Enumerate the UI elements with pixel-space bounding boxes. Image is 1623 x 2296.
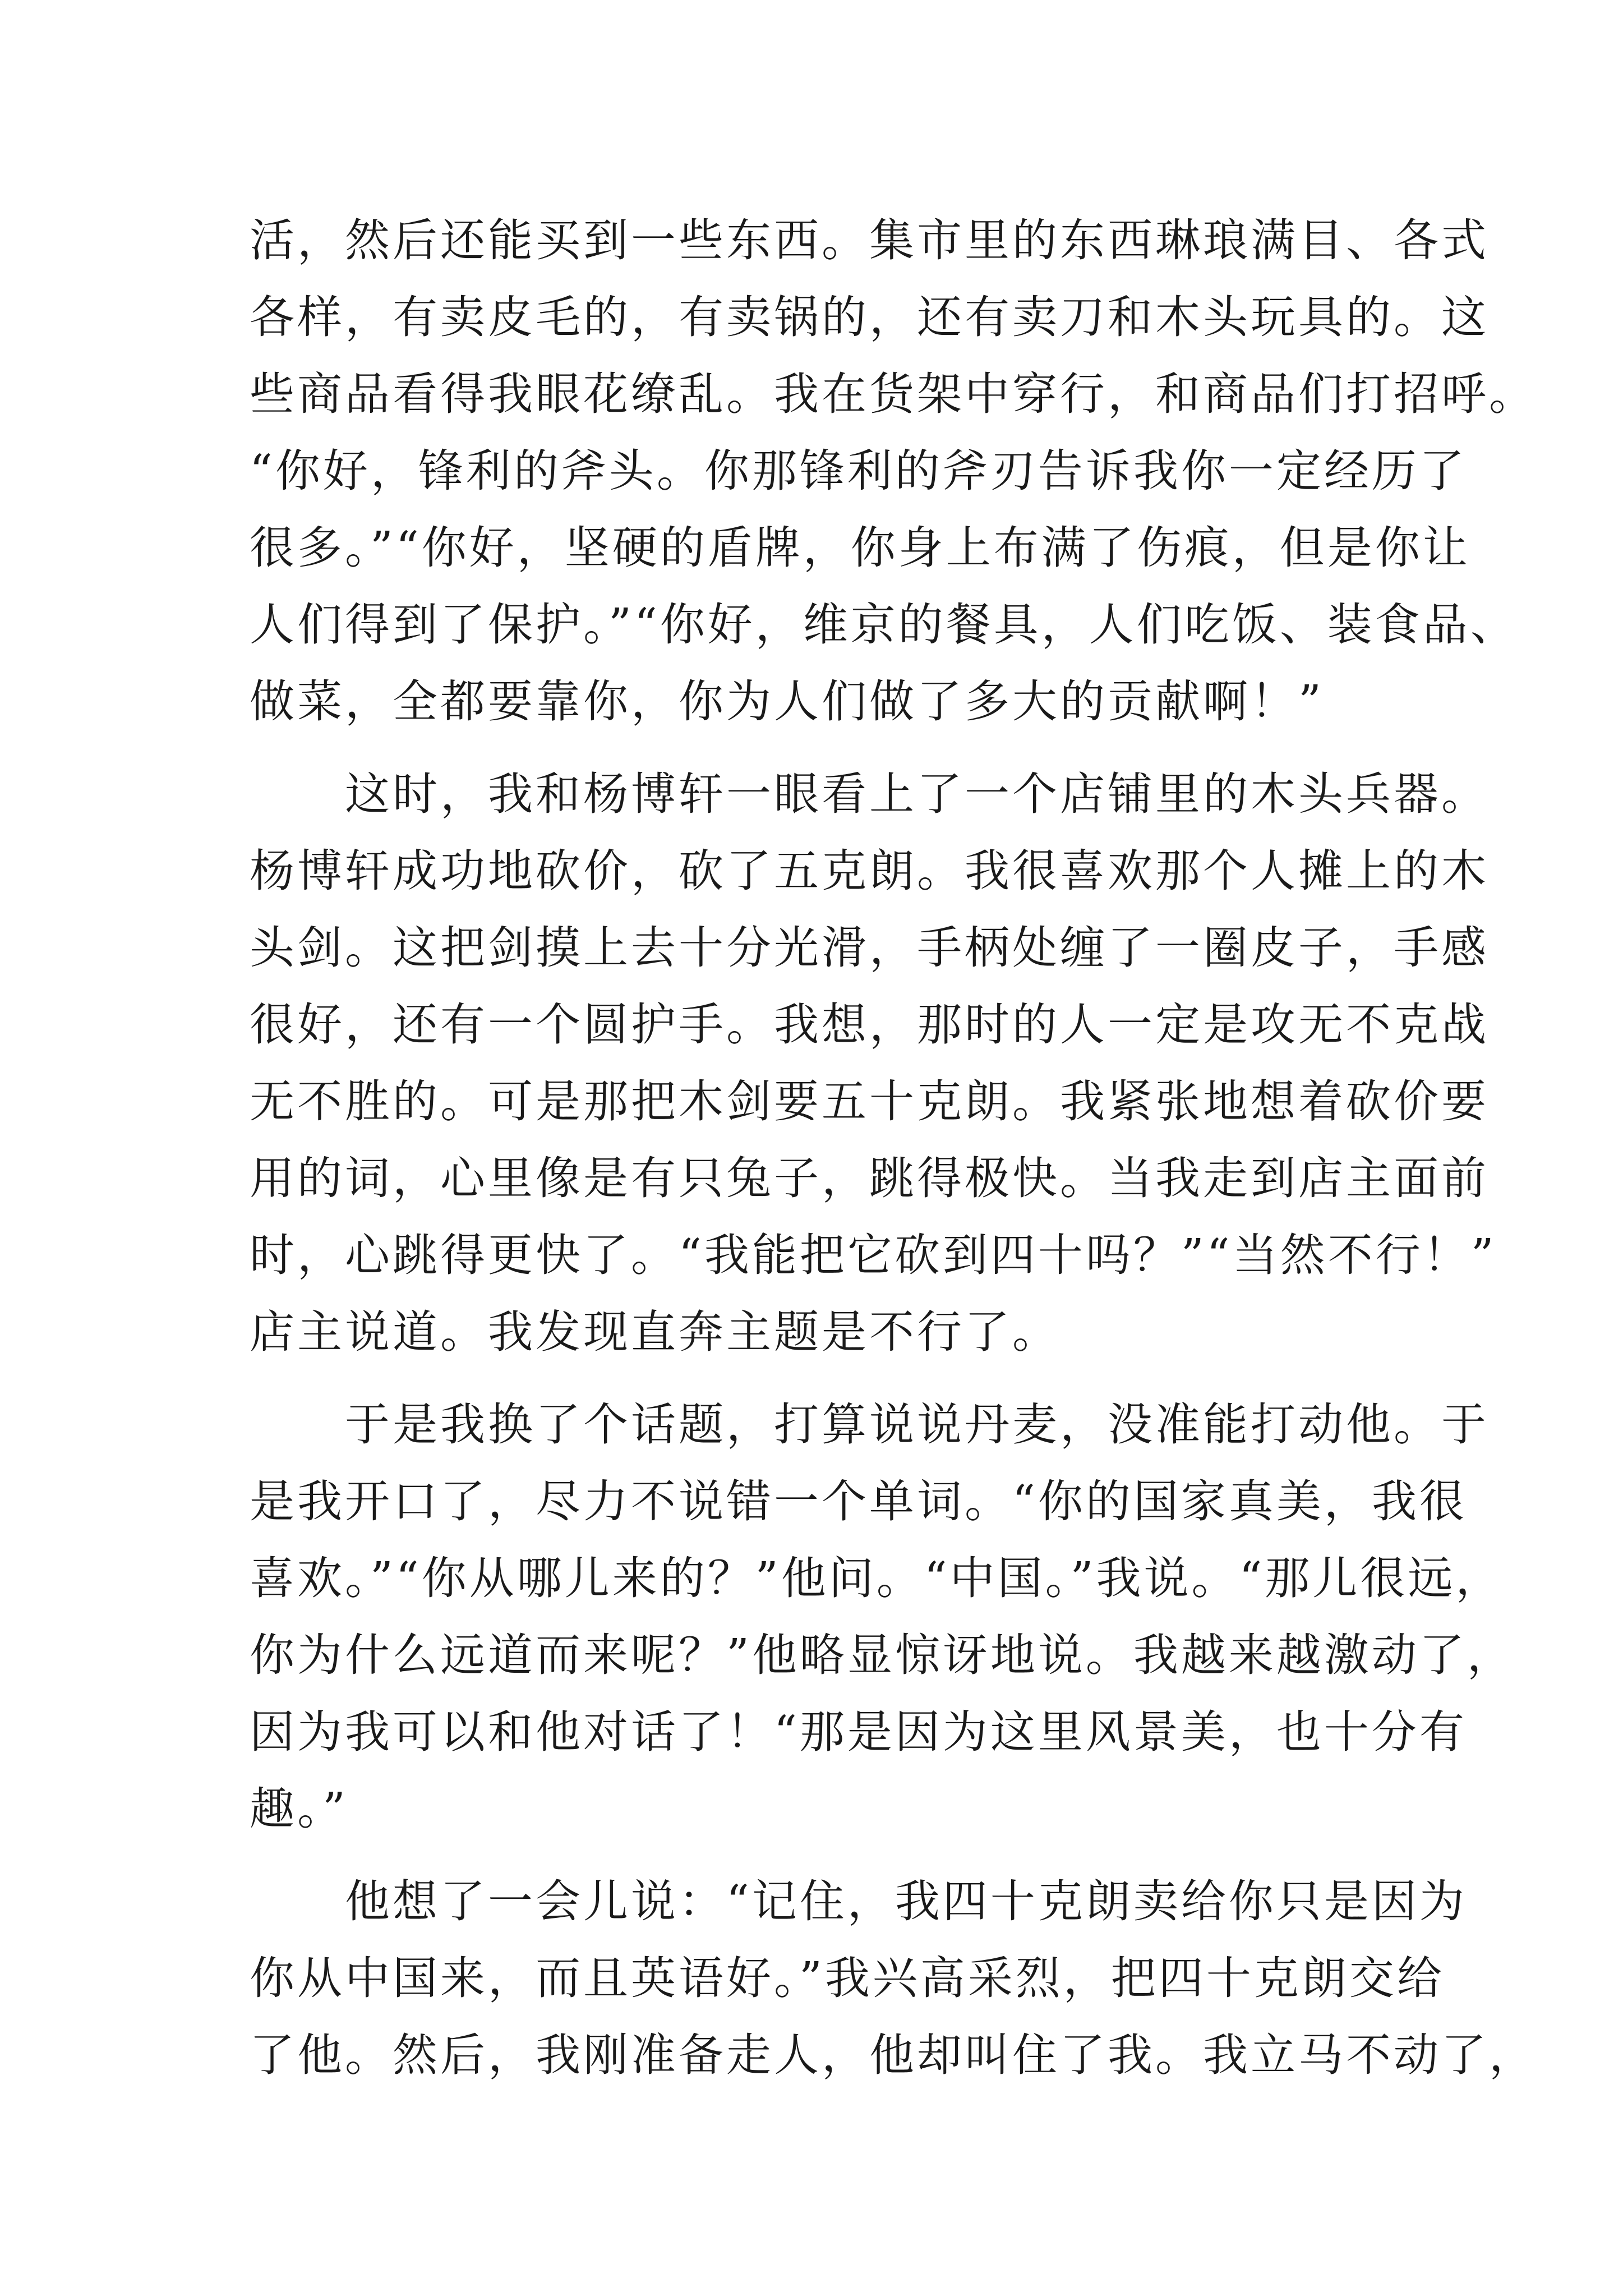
text-line: 杨博轩成功地砍价，砍了五克朗。我很喜欢那个人摊上的木 xyxy=(250,845,1489,897)
text-line: 头剑。这把剑摸上去十分光滑，手柄处缠了一圈皮子，手感 xyxy=(250,922,1489,974)
text-line: 他想了一会儿说：“记住，我四十克朗卖给你只是因为 xyxy=(250,1875,1467,1927)
text-line: 人们得到了保护。”“你好，维京的餐具，人们吃饭、装食品、 xyxy=(250,599,1518,651)
text-line: 时，心跳得更快了。“我能把它砍到四十吗？”“当然不行！” xyxy=(250,1229,1497,1281)
paragraph-gap xyxy=(250,1370,1371,1386)
paragraph xyxy=(250,202,1537,740)
text-line: 你为什么远道而来呢？”他略显惊讶地说。我越来越激动了， xyxy=(250,1629,1515,1681)
text-line: 很好，还有一个圆护手。我想，那时的人一定是攻无不克战 xyxy=(250,999,1489,1051)
text-line: 你从中国来，而且英语好。”我兴高采烈，把四十克朗交给 xyxy=(250,1952,1445,2004)
text-line: “你好，锋利的斧头。你那锋利的斧刃告诉我你一定经历了 xyxy=(250,445,1467,497)
text-line: 很多。”“你好，坚硬的盾牌，你身上布满了伤痕，但是你让 xyxy=(250,522,1470,574)
text-line: 因为我可以和他对话了！“那是因为这里风景美，也十分有 xyxy=(250,1706,1467,1758)
text-line: 做菜，全都要靠你，你为人们做了多大的贡献啊！” xyxy=(250,675,1324,728)
text-line: 无不胜的。可是那把木剑要五十克朗。我紧张地想着砍价要 xyxy=(250,1075,1489,1128)
paragraph-gap xyxy=(250,740,1371,756)
document-body xyxy=(250,202,1537,2093)
text-line: 些商品看得我眼花缭乱。我在货架中穿行，和商品们打招呼。 xyxy=(250,368,1537,420)
text-line: 是我开口了，尽力不说错一个单词。“你的国家真美，我很 xyxy=(250,1475,1467,1527)
text-line: 用的词，心里像是有只兔子，跳得极快。当我走到店主面前 xyxy=(250,1152,1489,1204)
text-line: 店主说道。我发现直奔主题是不行了。 xyxy=(250,1306,1060,1358)
text-line: 各样，有卖皮毛的，有卖锅的，还有卖刀和木头玩具的。这 xyxy=(250,291,1489,343)
paragraph-gap xyxy=(250,1847,1371,1863)
paragraph xyxy=(250,756,1497,1370)
text-line: 这时，我和杨博轩一眼看上了一个店铺里的木头兵器。 xyxy=(250,768,1489,820)
text-line: 喜欢。”“你从哪儿来的？”他问。“中国。”我说。“那儿很远， xyxy=(250,1552,1504,1604)
text-line: 活，然后还能买到一些东西。集市里的东西琳琅满目、各式 xyxy=(250,214,1489,266)
text-line: 了他。然后，我刚准备走人，他却叫住了我。我立马不动了， xyxy=(250,2029,1537,2081)
text-line: 趣。” xyxy=(250,1783,348,1835)
text-line: 于是我换了个话题，打算说说丹麦，没准能打动他。于 xyxy=(250,1398,1489,1451)
paragraph xyxy=(250,1386,1515,1847)
paragraph xyxy=(250,1863,1537,2093)
